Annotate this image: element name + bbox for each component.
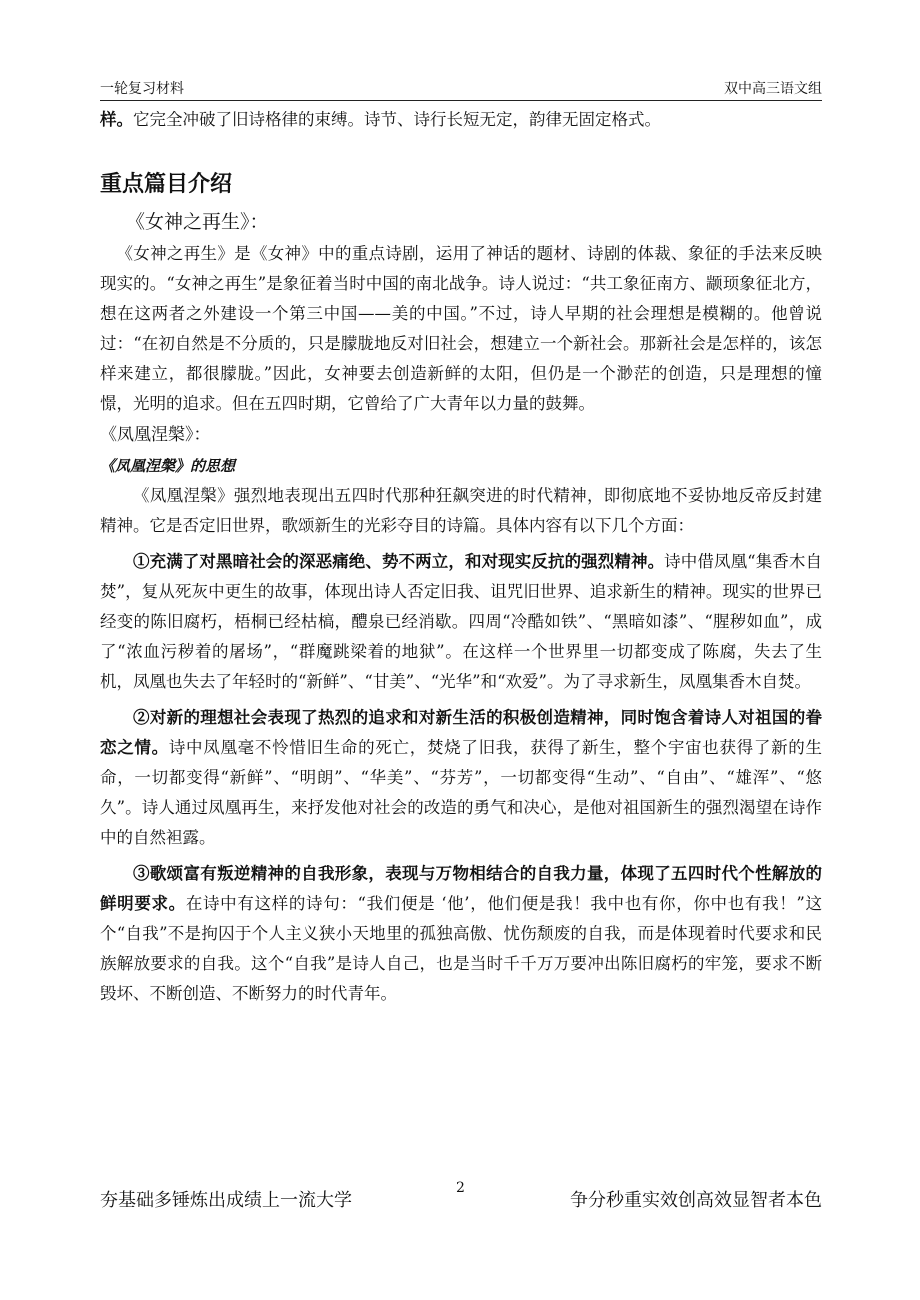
intro-bold: 样。 <box>100 110 133 129</box>
page-header <box>100 78 822 101</box>
point-2 <box>100 703 822 853</box>
fenghuang-title: 《凤凰涅槃》： <box>100 425 211 445</box>
point-1-bold: ①充满了对黑暗社会的深恶痛绝、势不两立，和对现实反抗的强烈精神。 <box>133 552 665 571</box>
header-right: 双中高三语文组 <box>724 81 822 97</box>
point-2-bold: ②对新的理想社会表现了热烈的追求和对新生活的积极创造精神，同时饱含着诗人对祖国的眷恋之情。 <box>100 708 822 757</box>
header-left: 一轮复习材料 <box>100 81 184 97</box>
page-content <box>100 105 822 1009</box>
page-footer <box>100 1180 822 1216</box>
intro-line <box>100 105 822 135</box>
point-3-text: 在诗中有这样的诗句：“我们便是 ‘他’，他们便是我！我中也有你，你中也有我！”这个“自我”不是拘囚于个人主义狭小天地里的孤独高傲、忧伤颓废的自我，而是体现着时代要求和民族解放要求的自我。这个“自我”是诗人自己，也是当时千千万万要冲出陈旧腐朽的牢笼，要求不断毁坏、不断创造、不断努力的时代青年。 <box>100 894 822 1003</box>
point-1-text: 诗中借凤凰“集香木自焚”，复从死灰中更生的故事，体现出诗人否定旧我、诅咒旧世界、追求新生的精神。现实的世界已经变的陈旧腐朽，梧桐已经枯槁，醴泉已经消歇。四周“冷酷如铁”、“黑暗如漆”、“腥秽如血”，成了“浓血污秽着的屠场”，“群魔跳梁着的地狱”。在这样一个世界里一切都变成了陈腐，失去了生机，凤凰也失去了年轻时的“新鲜”、“甘美”、“光华”和“欢爱”。为了寻求新生，凤凰集香木自焚。 <box>100 552 822 691</box>
point-1 <box>100 547 822 697</box>
nvshen-body: 《女神之再生》是《女神》中的重点诗剧，运用了神话的题材、诗剧的体裁、象征的手法来反映现实的。“女神之再生”是象征着当时中国的南北战争。诗人说过：“共工象征南方、颛顼象征北方，想在这两者之外建设一个第三中国——美的中国。”不过，诗人早期的社会理想是模糊的。他曾说过：“在初自然是不分质的，只是朦胧地反对旧社会，想建立一个新社会。那新社会是怎样的，该怎样来建立，都很朦胧。”因此，女神要去创造新鲜的太阳，但仍是一个渺茫的创造，只是理想的憧憬，光明的追求。但在五四时期，它曾给了广大青年以力量的鼓舞。 <box>100 244 822 413</box>
page-number: 2 <box>456 1180 465 1196</box>
point-2-text: 诗中凤凰毫不怜惜旧生命的死亡，焚烧了旧我，获得了新生，整个宇宙也获得了新的生命，一切都变得“新鲜”、“明朗”、“华美”、“芬芳”，一切都变得“生动”、“自由”、“雄浑”、“悠久”。诗人通过凤凰再生，来抒发他对社会的改造的勇气和决心，是他对祖国新生的强烈渴望在诗作中的自然袒露。 <box>100 738 823 847</box>
point-3 <box>100 859 822 1009</box>
footer-right: 争分秒重实效创高效显智者本色 <box>570 1190 822 1211</box>
intro-rest: 它完全冲破了旧诗格律的束缚。诗节、诗行长短无定，韵律无固定格式。 <box>133 110 661 129</box>
fenghuang-intro: 《凤凰涅槃》强烈地表现出五四时代那种狂飙突进的时代精神，即彻底地不妥协地反帝反封建精神。它是否定旧世界，歌颂新生的光彩夺目的诗篇。具体内容有以下几个方面： <box>100 486 822 535</box>
fenghuang-subtitle: 《凤凰涅槃》的思想 <box>100 457 236 475</box>
nvshen-title: 《女神之再生》： <box>126 211 269 233</box>
footer-left: 夯基础多锤炼出成绩上一流大学 <box>100 1190 352 1211</box>
point-3-bold: ③歌颂富有叛逆精神的自我形象，表现与万物相结合的自我力量，体现了五四时代个性解放的鲜明要求。 <box>100 864 822 913</box>
section-title: 重点篇目介绍 <box>100 172 233 197</box>
